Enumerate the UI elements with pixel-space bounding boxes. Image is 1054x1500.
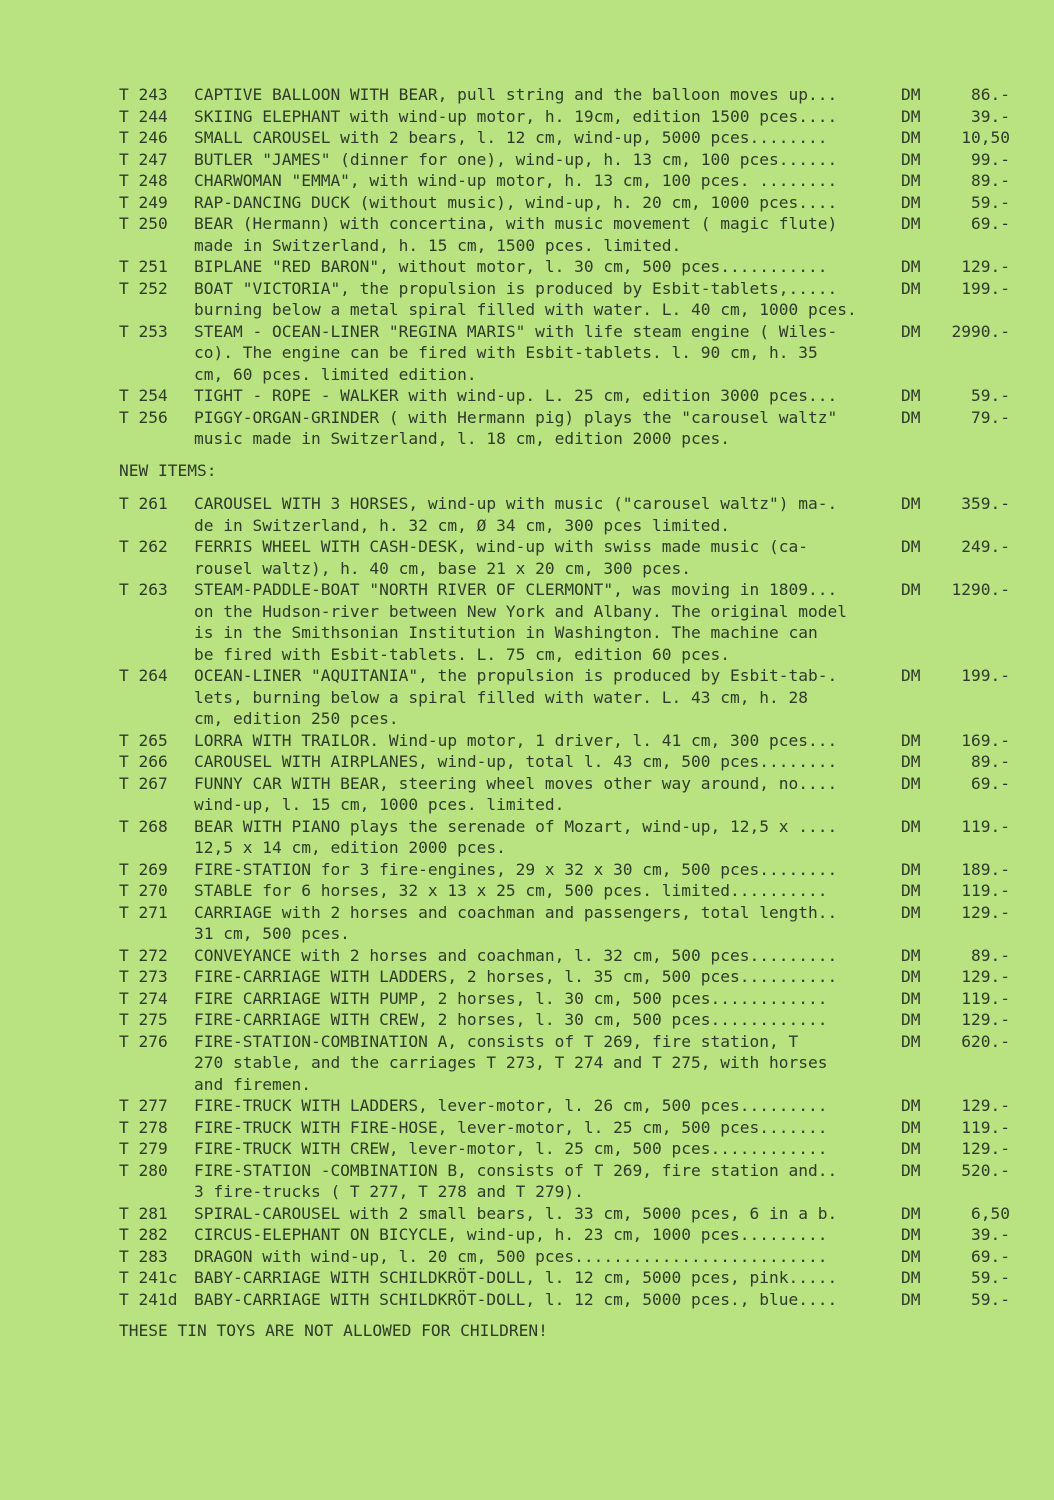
item-description: FIRE-CARRIAGE WITH LADDERS, 2 horses, l. 35 cm, 500 pces..........: [194, 967, 838, 986]
item-price: 6,50: [971, 1203, 1010, 1223]
item-code: T 252: [119, 278, 168, 298]
item-price: 189.-: [961, 859, 1010, 879]
item-price: 89.-: [971, 171, 1010, 190]
item-price: 359.-: [961, 494, 1010, 513]
item-price: 620.-: [961, 1031, 1010, 1051]
item-code: T 272: [119, 945, 168, 965]
footer-note: THESE TIN TOYS ARE NOT ALLOWED FOR CHILDREN!: [119, 1321, 548, 1340]
entry-line: [0, 601, 1054, 623]
item-description: music made in Switzerland, l. 18 cm, edition 2000 pces.: [194, 429, 731, 448]
item-description: SMALL CAROUSEL with 2 bears, l. 12 cm, wind-up, 5000 pces........: [194, 128, 828, 147]
list-item: [0, 407, 1054, 450]
item-description: CIRCUS-ELEPHANT ON BICYCLE, wind-up, h. 23 cm, 1000 pces.........: [194, 1225, 828, 1244]
item-description: de in Switzerland, h. 32 cm, Ø 34 cm, 300 pces limited.: [194, 515, 731, 535]
item-price: 1290.-: [951, 580, 1010, 599]
item-code: T 241d: [119, 1289, 178, 1309]
item-price: 39.-: [971, 106, 1010, 126]
currency-label: DM: [901, 171, 921, 190]
currency-label: DM: [901, 773, 921, 793]
item-price: 59.-: [971, 192, 1010, 212]
currency-label: DM: [901, 859, 921, 879]
item-price: 39.-: [971, 1225, 1010, 1244]
item-description: FIRE-STATION for 3 fire-engines, 29 x 32 x 30 cm, 500 pces........: [194, 859, 838, 879]
item-description: TIGHT - ROPE - WALKER with wind-up. L. 25 cm, edition 3000 pces...: [194, 386, 838, 405]
list-item: [0, 859, 1054, 881]
currency-label: DM: [901, 1246, 921, 1266]
item-code: T 250: [119, 214, 168, 233]
item-code: T 278: [119, 1117, 168, 1137]
entry-line: [0, 773, 1054, 795]
list-item: [0, 1289, 1054, 1311]
list-item: [0, 966, 1054, 988]
entry-line: [0, 794, 1054, 816]
item-price: 69.-: [971, 773, 1010, 793]
list-item: [0, 278, 1054, 321]
entry-line: [0, 1181, 1054, 1203]
entry-line: [0, 1203, 1054, 1225]
entry-line: [0, 579, 1054, 601]
entry-line: [0, 385, 1054, 407]
list-item: [0, 536, 1054, 579]
list-item: [0, 385, 1054, 407]
item-code: T 262: [119, 537, 168, 556]
currency-label: DM: [901, 1096, 921, 1115]
item-description: DRAGON with wind-up, l. 20 cm, 500 pces..........................: [194, 1246, 828, 1266]
list-item: [0, 773, 1054, 816]
entry-line: [0, 837, 1054, 859]
price-list: [0, 84, 1054, 1342]
item-description: FIRE-STATION-COMBINATION A, consists of T 269, fire station, T: [194, 1031, 838, 1051]
item-description: FIRE-TRUCK WITH LADDERS, lever-motor, l. 26 cm, 500 pces.........: [194, 1096, 828, 1115]
item-description: FUNNY CAR WITH BEAR, steering wheel moves other way around, no....: [194, 773, 838, 793]
item-price: 129.-: [961, 902, 1010, 922]
item-description: CAPTIVE BALLOON WITH BEAR, pull string and the balloon moves up...: [194, 85, 838, 104]
item-price: 99.-: [971, 149, 1010, 169]
item-description: be fired with Esbit-tablets. L. 75 cm, edition 60 pces.: [194, 644, 731, 664]
item-code: T 271: [119, 902, 168, 922]
item-code: T 274: [119, 988, 168, 1008]
item-code: T 267: [119, 773, 168, 793]
currency-label: DM: [901, 128, 921, 147]
item-code: T 273: [119, 967, 168, 986]
item-description: cm, edition 250 pces.: [194, 709, 399, 728]
entry-line: [0, 923, 1054, 945]
list-item: [0, 106, 1054, 128]
currency-label: DM: [901, 106, 921, 126]
item-code: T 275: [119, 1010, 168, 1029]
item-description: cm, 60 pces. limited edition.: [194, 364, 477, 384]
currency-label: DM: [901, 902, 921, 922]
list-item: [0, 730, 1054, 752]
item-price: 249.-: [961, 537, 1010, 556]
item-code: T 264: [119, 666, 168, 685]
entry-line: [0, 1267, 1054, 1289]
item-code: T 279: [119, 1139, 168, 1158]
item-description: wind-up, l. 15 cm, 1000 pces. limited.: [194, 795, 565, 814]
list-item: [0, 321, 1054, 386]
item-price: 59.-: [971, 1268, 1010, 1287]
item-description: BIPLANE "RED BARON", without motor, l. 30 cm, 500 pces...........: [194, 257, 828, 276]
currency-label: DM: [901, 730, 921, 750]
item-description: BEAR (Hermann) with concertina, with music movement ( magic flute): [194, 214, 838, 233]
entry-line: [0, 859, 1054, 881]
entry-line: [0, 730, 1054, 752]
list-item: [0, 149, 1054, 171]
item-price: 59.-: [971, 1289, 1010, 1309]
item-price: 89.-: [971, 752, 1010, 771]
item-description: PIGGY-ORGAN-GRINDER ( with Hermann pig) plays the "carousel waltz": [194, 407, 838, 427]
list-item: [0, 1009, 1054, 1031]
currency-label: DM: [901, 988, 921, 1008]
list-item: [0, 1267, 1054, 1289]
currency-label: DM: [901, 1139, 921, 1158]
item-description: made in Switzerland, h. 15 cm, 1500 pces. limited.: [194, 235, 682, 255]
item-description: BUTLER "JAMES" (dinner for one), wind-up, h. 13 cm, 100 pces......: [194, 149, 838, 169]
item-description: BABY-CARRIAGE WITH SCHILDKRÖT-DOLL, l. 12 cm, 5000 pces., blue....: [194, 1289, 838, 1309]
item-code: T 251: [119, 257, 168, 276]
item-code: T 244: [119, 106, 168, 126]
item-description: BABY-CARRIAGE WITH SCHILDKRÖT-DOLL, l. 12 cm, 5000 pces, pink.....: [194, 1268, 838, 1287]
list-item: [0, 127, 1054, 149]
entry-line: [0, 1009, 1054, 1031]
item-price: 119.-: [961, 816, 1010, 836]
item-price: 129.-: [961, 257, 1010, 276]
section-heading-row: [0, 460, 1054, 482]
currency-label: DM: [901, 1289, 921, 1309]
item-description: SKIING ELEPHANT with wind-up motor, h. 19cm, edition 1500 pces....: [194, 106, 838, 126]
item-description: 3 fire-trucks ( T 277, T 278 and T 279).: [194, 1182, 584, 1201]
item-price: 119.-: [961, 988, 1010, 1008]
entry-line: [0, 644, 1054, 666]
item-description: CAROUSEL WITH 3 HORSES, wind-up with music ("carousel waltz") ma-.: [194, 494, 838, 513]
item-description: BOAT "VICTORIA", the propulsion is produced by Esbit-tablets,.....: [194, 278, 838, 298]
item-code: T 248: [119, 171, 168, 190]
list-item: [0, 1224, 1054, 1246]
entry-line: [0, 558, 1054, 580]
item-description: rousel waltz), h. 40 cm, base 21 x 20 cm, 300 pces.: [194, 558, 692, 578]
currency-label: DM: [901, 1203, 921, 1223]
currency-label: DM: [901, 1160, 921, 1180]
item-description: CHARWOMAN "EMMA", with wind-up motor, h. 13 cm, 100 pces. ........: [194, 171, 838, 190]
item-code: T 246: [119, 128, 168, 147]
spacer: [0, 1310, 1054, 1320]
item-price: 119.-: [961, 881, 1010, 900]
item-price: 86.-: [971, 85, 1010, 104]
spacer: [0, 481, 1054, 493]
currency-label: DM: [901, 1117, 921, 1137]
list-item: [0, 751, 1054, 773]
item-description: STABLE for 6 horses, 32 x 13 x 25 cm, 500 pces. limited..........: [194, 881, 828, 900]
entry-line: [0, 1138, 1054, 1160]
list-item: [0, 84, 1054, 106]
entry-line: [0, 342, 1054, 364]
item-description: FIRE-TRUCK WITH FIRE-HOSE, lever-motor, l. 25 cm, 500 pces.......: [194, 1117, 828, 1137]
list-item: [0, 665, 1054, 730]
list-item: [0, 1138, 1054, 1160]
item-code: T 268: [119, 816, 168, 836]
item-price: 59.-: [971, 386, 1010, 405]
item-description: FERRIS WHEEL WITH CASH-DESK, wind-up with swiss made music (ca-: [194, 537, 838, 556]
list-item: [0, 945, 1054, 967]
entry-line: [0, 149, 1054, 171]
entry-line: [0, 966, 1054, 988]
item-code: T 247: [119, 149, 168, 169]
list-item: [0, 1095, 1054, 1117]
currency-label: DM: [901, 149, 921, 169]
item-description: CONVEYANCE with 2 horses and coachman, l. 32 cm, 500 pces.........: [194, 945, 838, 965]
list-item: [0, 880, 1054, 902]
item-description: burning below a metal spiral filled with water. L. 40 cm, 1000 pces.: [194, 300, 857, 319]
item-code: T 270: [119, 881, 168, 900]
currency-label: DM: [901, 278, 921, 298]
item-description: 31 cm, 500 pces.: [194, 924, 350, 943]
entry-line: [0, 321, 1054, 343]
item-description: FIRE-CARRIAGE WITH CREW, 2 horses, l. 30 cm, 500 pces............: [194, 1010, 828, 1029]
item-description: FIRE CARRIAGE WITH PUMP, 2 horses, l. 30 cm, 500 pces............: [194, 988, 828, 1008]
item-description: is in the Smithsonian Institution in Washington. The machine can: [194, 623, 818, 642]
item-description: STEAM - OCEAN-LINER "REGINA MARIS" with life steam engine ( Wiles-: [194, 321, 838, 341]
currency-label: DM: [901, 494, 921, 513]
currency-label: DM: [901, 407, 921, 427]
entry-line: [0, 751, 1054, 773]
item-price: 119.-: [961, 1117, 1010, 1137]
item-price: 89.-: [971, 945, 1010, 965]
item-price: 69.-: [971, 1246, 1010, 1266]
entry-line: [0, 278, 1054, 300]
item-price: 129.-: [961, 1096, 1010, 1115]
item-code: T 263: [119, 580, 168, 599]
currency-label: DM: [901, 752, 921, 771]
entry-line: [0, 945, 1054, 967]
entry-line: [0, 106, 1054, 128]
item-description: RAP-DANCING DUCK (without music), wind-up, h. 20 cm, 1000 pces....: [194, 192, 838, 212]
item-price: 169.-: [961, 730, 1010, 750]
currency-label: DM: [901, 580, 921, 599]
list-item: [0, 1031, 1054, 1096]
entry-line: [0, 515, 1054, 537]
currency-label: DM: [901, 1268, 921, 1287]
item-description: OCEAN-LINER "AQUITANIA", the propulsion is produced by Esbit-tab-.: [194, 666, 838, 685]
entry-line: [0, 170, 1054, 192]
item-price: 69.-: [971, 214, 1010, 233]
entry-line: [0, 665, 1054, 687]
spacer: [0, 450, 1054, 460]
item-description: and firemen.: [194, 1074, 311, 1094]
currency-label: DM: [901, 816, 921, 836]
currency-label: DM: [901, 192, 921, 212]
entry-line: [0, 536, 1054, 558]
item-description: FIRE-TRUCK WITH CREW, lever-motor, l. 25 cm, 500 pces............: [194, 1139, 828, 1158]
item-code: T 281: [119, 1203, 168, 1223]
entry-line: [0, 622, 1054, 644]
item-code: T 276: [119, 1031, 168, 1051]
item-description: BEAR WITH PIANO plays the serenade of Mozart, wind-up, 12,5 x ....: [194, 816, 838, 836]
entry-line: [0, 407, 1054, 429]
currency-label: DM: [901, 881, 921, 900]
entry-line: [0, 1289, 1054, 1311]
item-price: 129.-: [961, 967, 1010, 986]
currency-label: DM: [901, 1010, 921, 1029]
section-heading: NEW ITEMS:: [119, 460, 217, 480]
item-code: T 269: [119, 859, 168, 879]
currency-label: DM: [901, 1031, 921, 1051]
item-code: T 280: [119, 1160, 168, 1180]
item-price: 199.-: [961, 278, 1010, 298]
entry-line: [0, 1074, 1054, 1096]
entry-line: [0, 364, 1054, 386]
entry-line: [0, 1246, 1054, 1268]
currency-label: DM: [901, 257, 921, 276]
currency-label: DM: [901, 945, 921, 965]
item-code: T 253: [119, 321, 168, 341]
item-description: co). The engine can be fired with Esbit-tablets. l. 90 cm, h. 35: [194, 343, 818, 362]
item-description: FIRE-STATION -COMBINATION B, consists of T 269, fire station and..: [194, 1160, 838, 1180]
entry-line: [0, 235, 1054, 257]
currency-label: DM: [901, 537, 921, 556]
item-code: T 265: [119, 730, 168, 750]
list-item: [0, 213, 1054, 256]
entry-line: [0, 1052, 1054, 1074]
entry-line: [0, 1160, 1054, 1182]
currency-label: DM: [901, 967, 921, 986]
entry-line: [0, 708, 1054, 730]
item-code: T 256: [119, 407, 168, 427]
footer-row: [0, 1320, 1054, 1342]
list-item: [0, 192, 1054, 214]
entry-line: [0, 493, 1054, 515]
item-price: 79.-: [971, 407, 1010, 427]
item-code: T 241c: [119, 1268, 178, 1287]
entry-line: [0, 256, 1054, 278]
item-code: T 254: [119, 386, 168, 405]
item-description: lets, burning below a spiral filled with water. L. 43 cm, h. 28: [194, 687, 808, 707]
item-price: 520.-: [961, 1160, 1010, 1180]
entry-line: [0, 1095, 1054, 1117]
item-description: 12,5 x 14 cm, edition 2000 pces.: [194, 838, 506, 857]
list-item: [0, 1160, 1054, 1203]
list-item: [0, 988, 1054, 1010]
currency-label: DM: [901, 666, 921, 685]
item-code: T 261: [119, 494, 168, 513]
list-item: [0, 579, 1054, 665]
currency-label: DM: [901, 1225, 921, 1244]
item-price: 10,50: [961, 128, 1010, 147]
item-code: T 283: [119, 1246, 168, 1266]
entry-line: [0, 880, 1054, 902]
entry-line: [0, 816, 1054, 838]
item-description: STEAM-PADDLE-BOAT "NORTH RIVER OF CLERMONT", was moving in 1809...: [194, 580, 838, 599]
entry-line: [0, 428, 1054, 450]
entry-line: [0, 299, 1054, 321]
item-code: T 266: [119, 752, 168, 771]
item-description: CARRIAGE with 2 horses and coachman and passengers, total length..: [194, 902, 838, 922]
entry-line: [0, 213, 1054, 235]
list-item: [0, 256, 1054, 278]
currency-label: DM: [901, 386, 921, 405]
item-description: LORRA WITH TRAILOR. Wind-up motor, 1 driver, l. 41 cm, 300 pces...: [194, 730, 838, 750]
currency-label: DM: [901, 214, 921, 233]
list-item: [0, 1246, 1054, 1268]
item-description: on the Hudson-river between New York and Albany. The original model: [194, 601, 847, 621]
entry-line: [0, 988, 1054, 1010]
entry-line: [0, 1224, 1054, 1246]
item-description: 270 stable, and the carriages T 273, T 274 and T 275, with horses: [194, 1053, 828, 1072]
item-price: 129.-: [961, 1010, 1010, 1029]
item-price: 129.-: [961, 1139, 1010, 1158]
item-code: T 243: [119, 85, 168, 104]
entry-line: [0, 127, 1054, 149]
item-description: SPIRAL-CAROUSEL with 2 small bears, l. 33 cm, 5000 pces, 6 in a b.: [194, 1203, 838, 1223]
list-item: [0, 816, 1054, 859]
item-code: T 249: [119, 192, 168, 212]
currency-label: DM: [901, 321, 921, 341]
list-item: [0, 493, 1054, 536]
entry-line: [0, 192, 1054, 214]
entry-line: [0, 84, 1054, 106]
list-item: [0, 1117, 1054, 1139]
item-price: 199.-: [961, 666, 1010, 685]
entry-line: [0, 1031, 1054, 1053]
list-item: [0, 902, 1054, 945]
entry-line: [0, 1117, 1054, 1139]
list-item: [0, 1203, 1054, 1225]
entry-line: [0, 902, 1054, 924]
list-item: [0, 170, 1054, 192]
item-description: CAROUSEL WITH AIRPLANES, wind-up, total l. 43 cm, 500 pces........: [194, 752, 838, 771]
entry-line: [0, 687, 1054, 709]
item-code: T 277: [119, 1096, 168, 1115]
item-price: 2990.-: [951, 321, 1010, 341]
item-code: T 282: [119, 1225, 168, 1244]
currency-label: DM: [901, 85, 921, 104]
